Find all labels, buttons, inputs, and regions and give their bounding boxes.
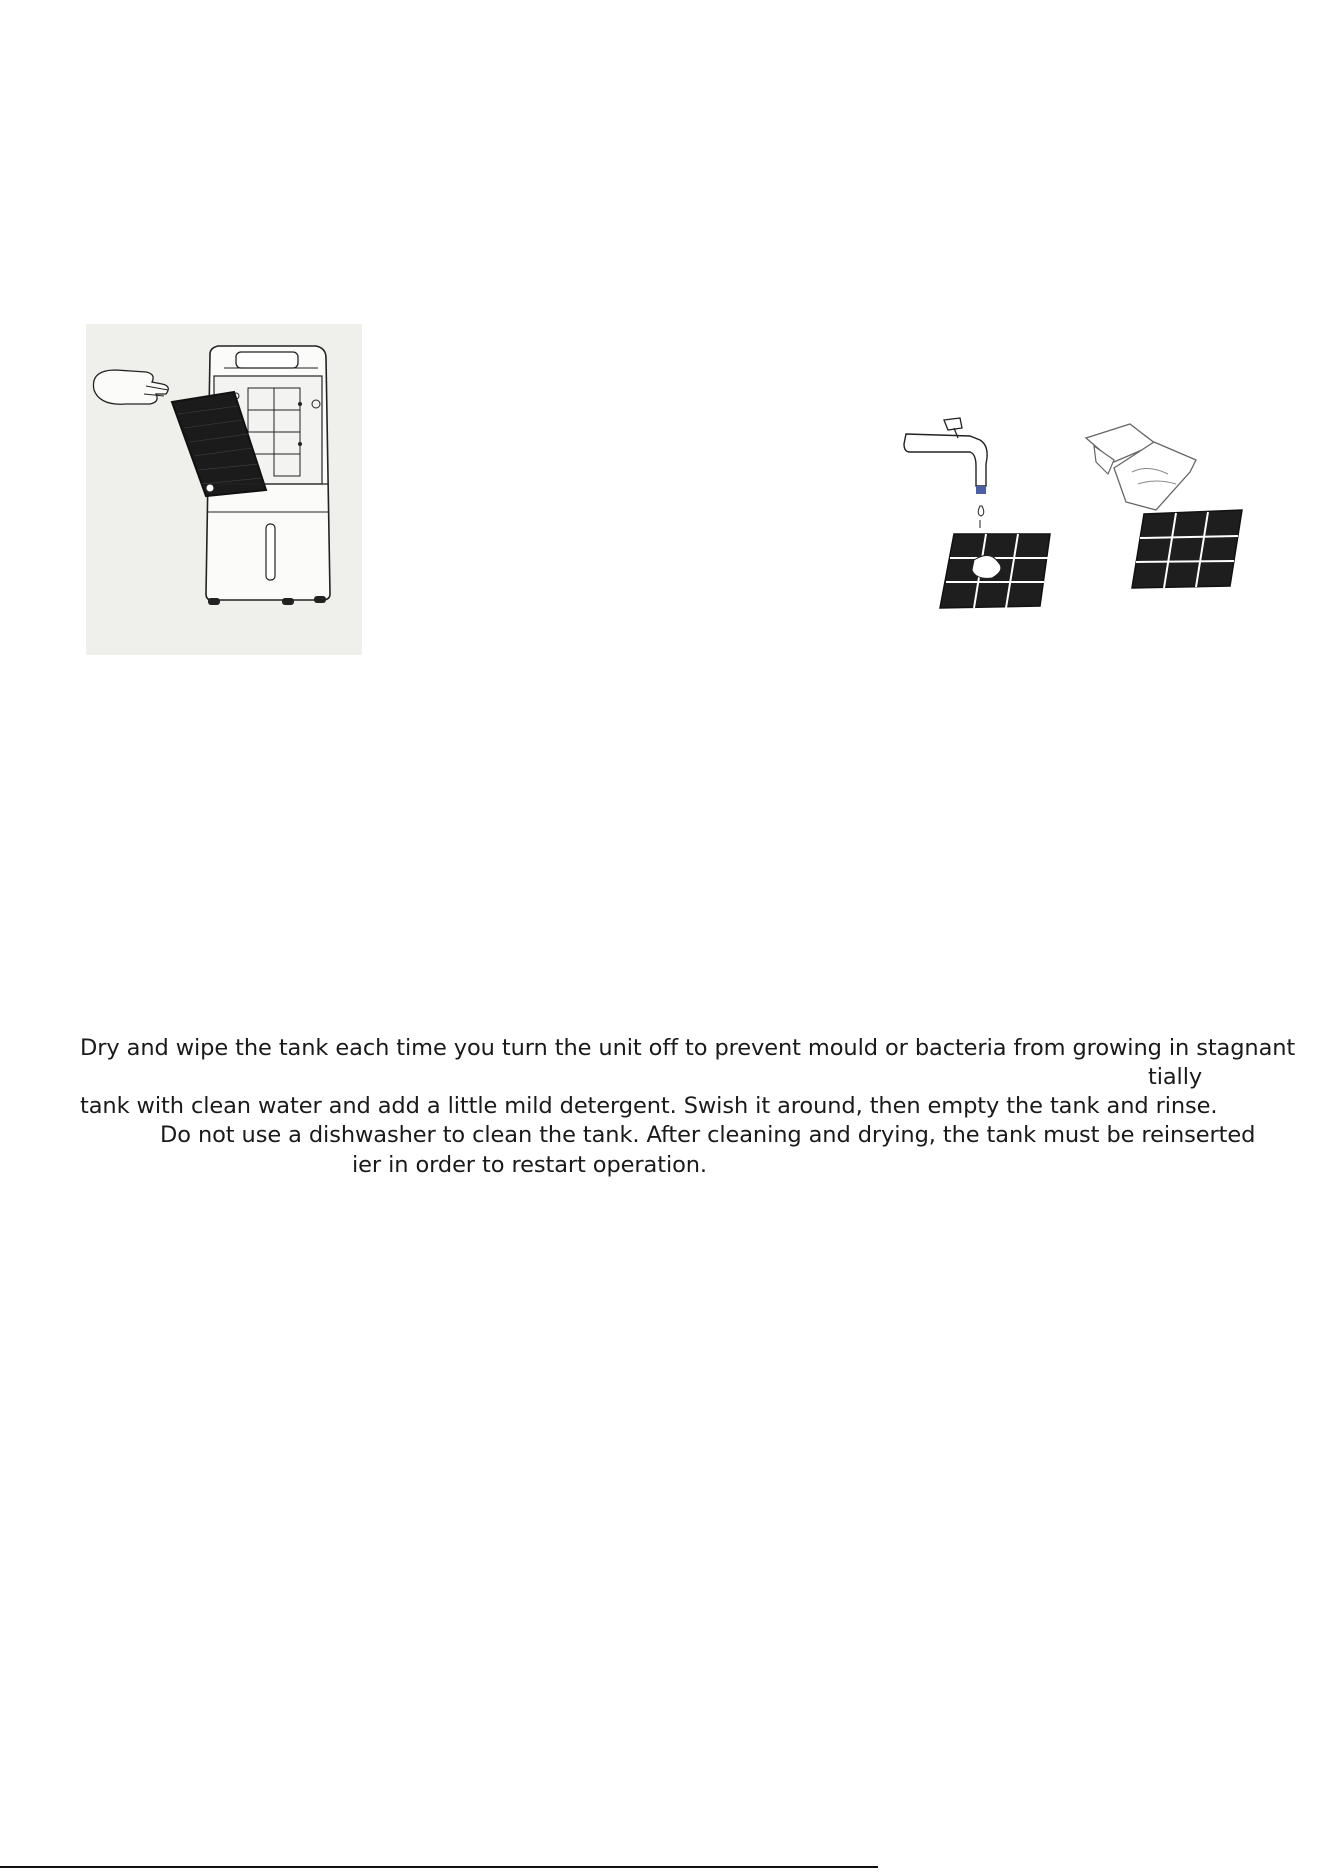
body-text-line: tank with clean water and add a little mild detergent. Swish it around, then empty the tank and rinse. [80, 1093, 1218, 1119]
body-text-line: Do not use a dishwasher to clean the tank. After cleaning and drying, the tank must be reinserted [160, 1122, 1256, 1148]
footer-rule [0, 1866, 878, 1868]
dehumidifier-filter-removal-illustration [86, 324, 362, 655]
body-text-line: tially [1148, 1064, 1203, 1090]
body-text-line: Dry and wipe the tank each time you turn the unit off to prevent mould or bacteria from growing in stagnant [80, 1035, 1296, 1061]
body-text-line: ier in order to restart operation. [352, 1152, 707, 1178]
filter-wash-and-dry-illustration [900, 410, 1250, 620]
